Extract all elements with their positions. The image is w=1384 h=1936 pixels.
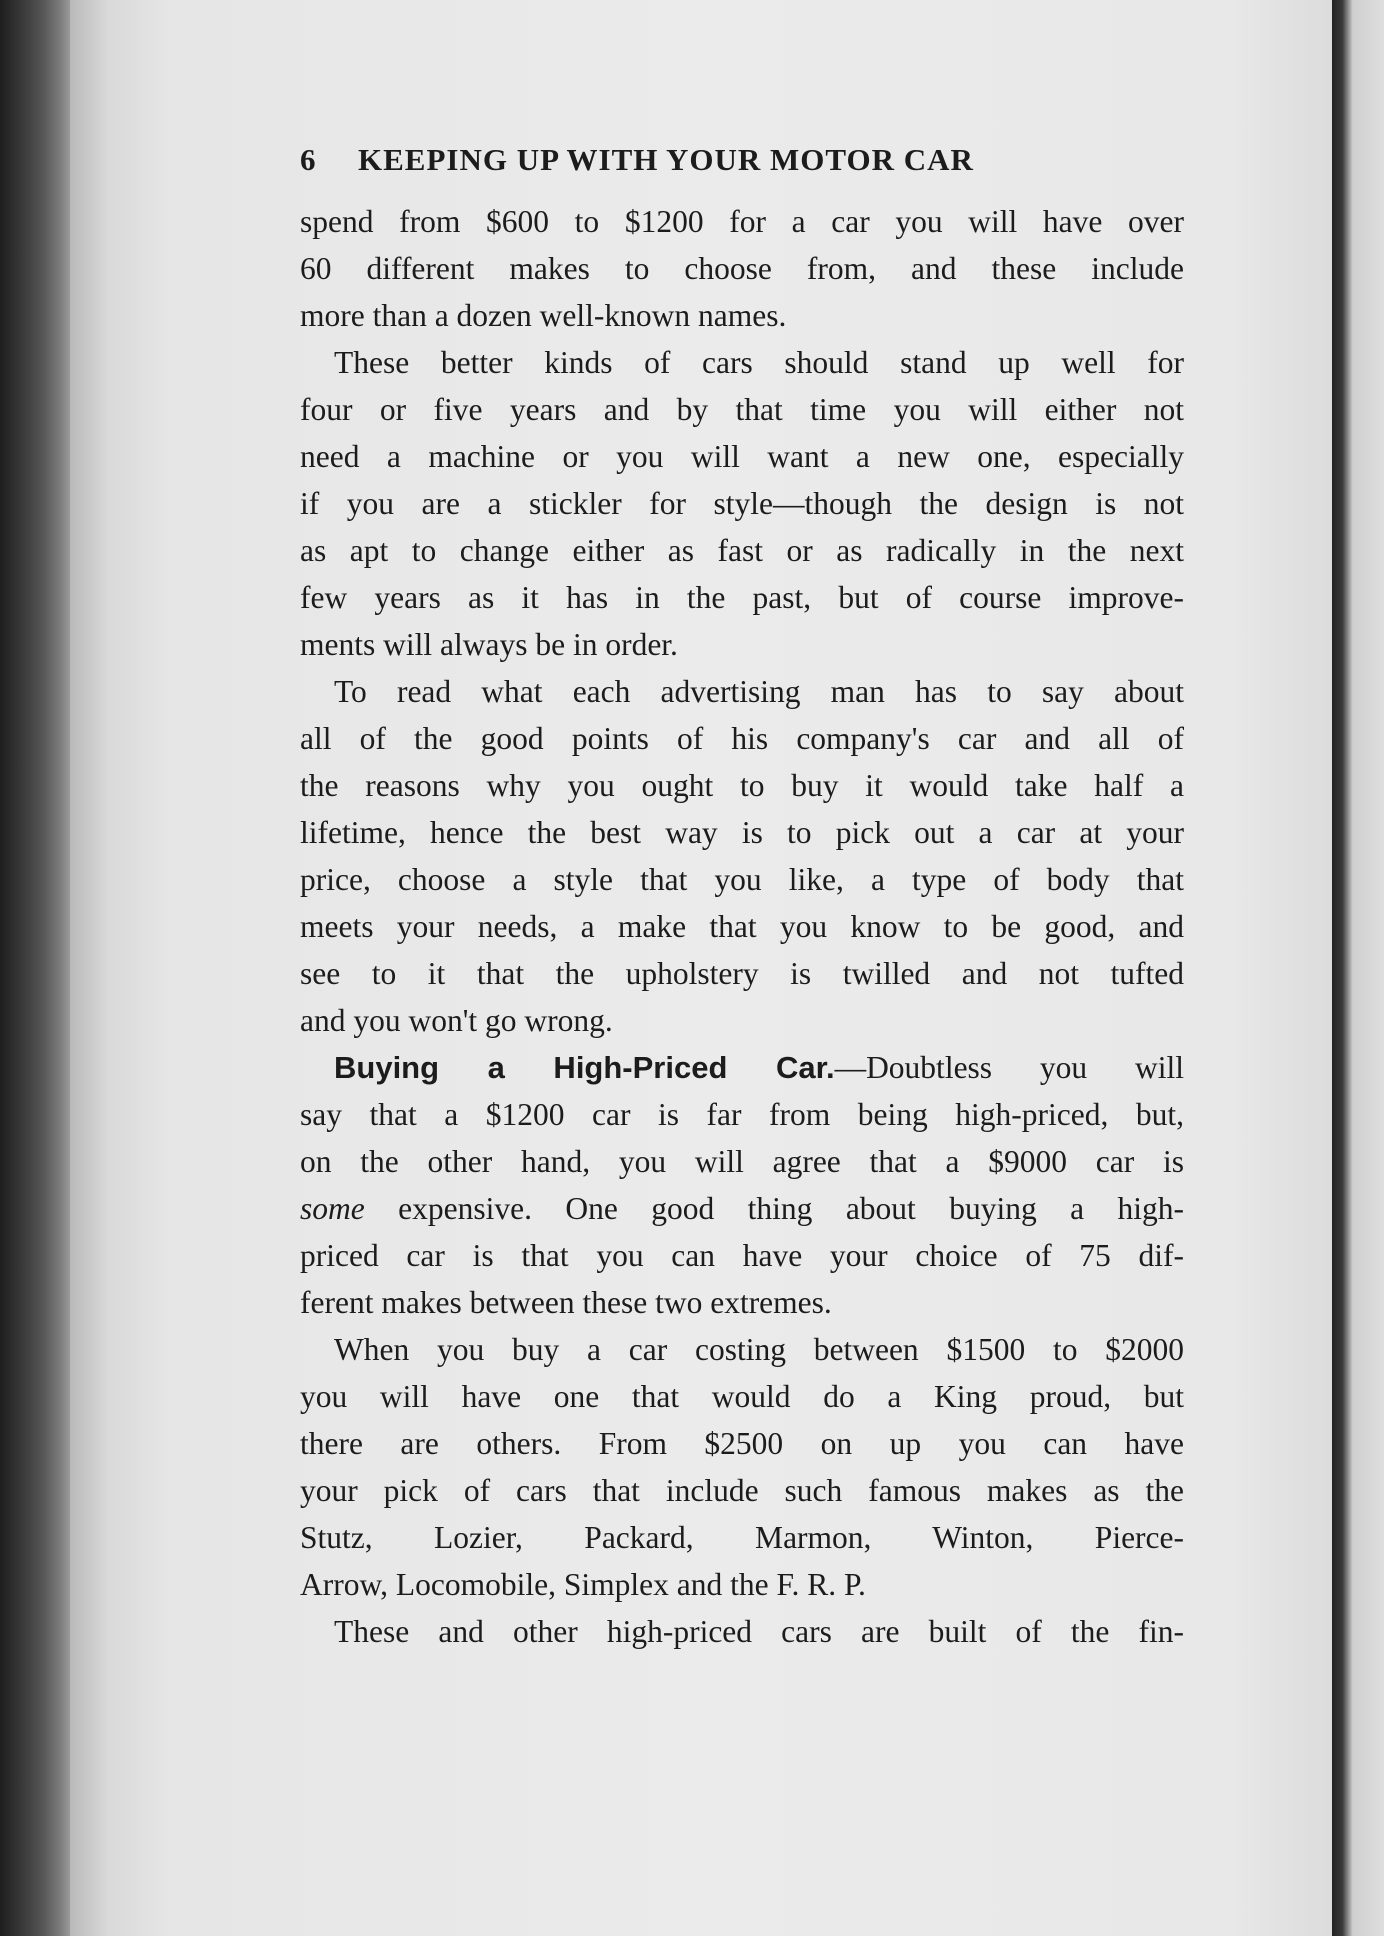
text-line: as apt to change either as fast or as radically in the next [300, 533, 1184, 568]
text-line: meets your needs, a make that you know to be good, and [300, 909, 1184, 944]
text-line: Arrow, Locomobile, Simplex and the F. R. P. [300, 1567, 866, 1602]
text-line: lifetime, hence the best way is to pick out a car at your [300, 815, 1184, 850]
text-line: and you won't go wrong. [300, 1003, 613, 1038]
text-line: see to it that the upholstery is twilled and not tufted [300, 956, 1184, 991]
text-line: there are others. From $2500 on up you can have [300, 1426, 1184, 1461]
text-line: all of the good points of his company's car and all of [300, 721, 1184, 756]
page-text [300, 136, 1184, 1655]
text-line [300, 1044, 1184, 1091]
text-line: if you are a stickler for style—though the design is not [300, 486, 1184, 521]
paragraph-3 [300, 668, 1184, 1044]
heading-line-rest: —Doubtless you will [834, 1050, 1184, 1085]
section-heading: Buying a High-Priced Car. [334, 1050, 835, 1085]
text-line: spend from $600 to $1200 for a car you will have over [300, 204, 1184, 239]
text-line: To read what each advertising man has to say about [334, 674, 1184, 709]
text-line: 60 different makes to choose from, and these include [300, 251, 1184, 286]
text-line: on the other hand, you will agree that a $9000 car is [300, 1144, 1184, 1179]
paragraph-4 [300, 1044, 1184, 1326]
text-line: say that a $1200 car is far from being high-priced, but, [300, 1097, 1184, 1132]
book-spine [0, 0, 70, 1936]
paragraph-1 [300, 198, 1184, 339]
text-line: four or five years and by that time you will either not [300, 392, 1184, 427]
text-line: When you buy a car costing between $1500 to $2000 [334, 1332, 1184, 1367]
paragraph-6 [300, 1608, 1184, 1655]
text-line: priced car is that you can have your choice of 75 dif- [300, 1238, 1184, 1273]
text-line: you will have one that would do a King proud, but [300, 1379, 1184, 1414]
paragraph-5 [300, 1326, 1184, 1608]
text-line: few years as it has in the past, but of course improve- [300, 580, 1184, 615]
page-number: 6 [300, 142, 317, 177]
facing-page-edge [1332, 0, 1384, 1936]
text-line: ments will always be in order. [300, 627, 678, 662]
text-line: These and other high-priced cars are built of the fin- [334, 1614, 1184, 1649]
emphasized-word: some [300, 1191, 365, 1226]
text-line: These better kinds of cars should stand up well for [334, 345, 1184, 380]
text-line: more than a dozen well-known names. [300, 298, 787, 333]
text-line: price, choose a style that you like, a type of body that [300, 862, 1184, 897]
text-line [300, 1185, 1184, 1232]
running-head-title: KEEPING UP WITH YOUR MOTOR CAR [358, 142, 974, 177]
running-head [300, 136, 1184, 186]
text-line: your pick of cars that include such famous makes as the [300, 1473, 1184, 1508]
paragraph-2 [300, 339, 1184, 668]
text-line: need a machine or you will want a new one, especially [300, 439, 1184, 474]
text-line: the reasons why you ought to buy it would take half a [300, 768, 1184, 803]
text-line: Stutz, Lozier, Packard, Marmon, Winton, Pierce- [300, 1520, 1184, 1555]
text-line: ferent makes between these two extremes. [300, 1285, 832, 1320]
line-rest: expensive. One good thing about buying a high- [364, 1191, 1184, 1226]
